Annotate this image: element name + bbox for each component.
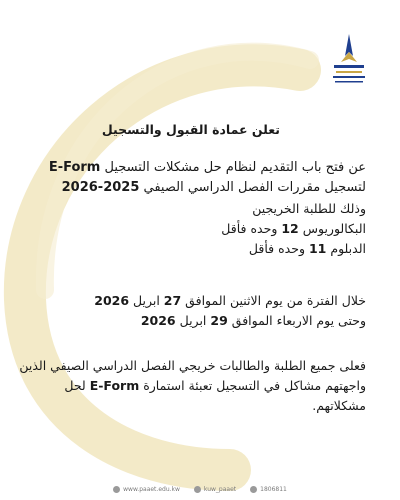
line-bachelor: البكالوريوس 12 وحده فأقل bbox=[221, 221, 366, 236]
footer bbox=[0, 478, 400, 500]
footer-social[interactable]: kuw_paaet bbox=[194, 486, 236, 493]
line-diploma: الدبلوم 11 وحده فأقل bbox=[248, 241, 366, 256]
line-instructions-3: مشكلاتهم. bbox=[312, 398, 366, 413]
line-period-start: خلال الفترة من يوم الاثنين الموافق 27 ابريل 2026 bbox=[94, 293, 366, 308]
line-summer-semester: لتسجيل مقررات الفصل الدراسي الصيفي 2025-2026 bbox=[61, 180, 366, 195]
phone-icon bbox=[250, 486, 257, 493]
announcement-heading: تعلن عمادة القبول والتسجيل bbox=[101, 122, 280, 137]
line-instructions-2: واجهتهم مشاكل في التسجيل تعبئة استمارة E-Form لحل bbox=[64, 378, 366, 393]
line-instructions-1: فعلى جميع الطلبة والطالبات خريجي الفصل الدراسي الصيفي الذين bbox=[19, 358, 366, 373]
footer-phone[interactable]: 1806811 bbox=[250, 486, 287, 493]
instagram-icon bbox=[194, 486, 201, 493]
footer-website[interactable]: www.paaet.edu.kw bbox=[113, 486, 180, 493]
globe-icon bbox=[113, 486, 120, 493]
line-period-end: وحتى يوم الاربعاء الموافق 29 ابريل 2026 bbox=[140, 313, 366, 328]
line-graduates: وذلك للطلبة الخريجين bbox=[252, 201, 366, 216]
line-open-application: عن فتح باب التقديم لنظام حل مشكلات التسجيل E-Form bbox=[48, 160, 366, 175]
